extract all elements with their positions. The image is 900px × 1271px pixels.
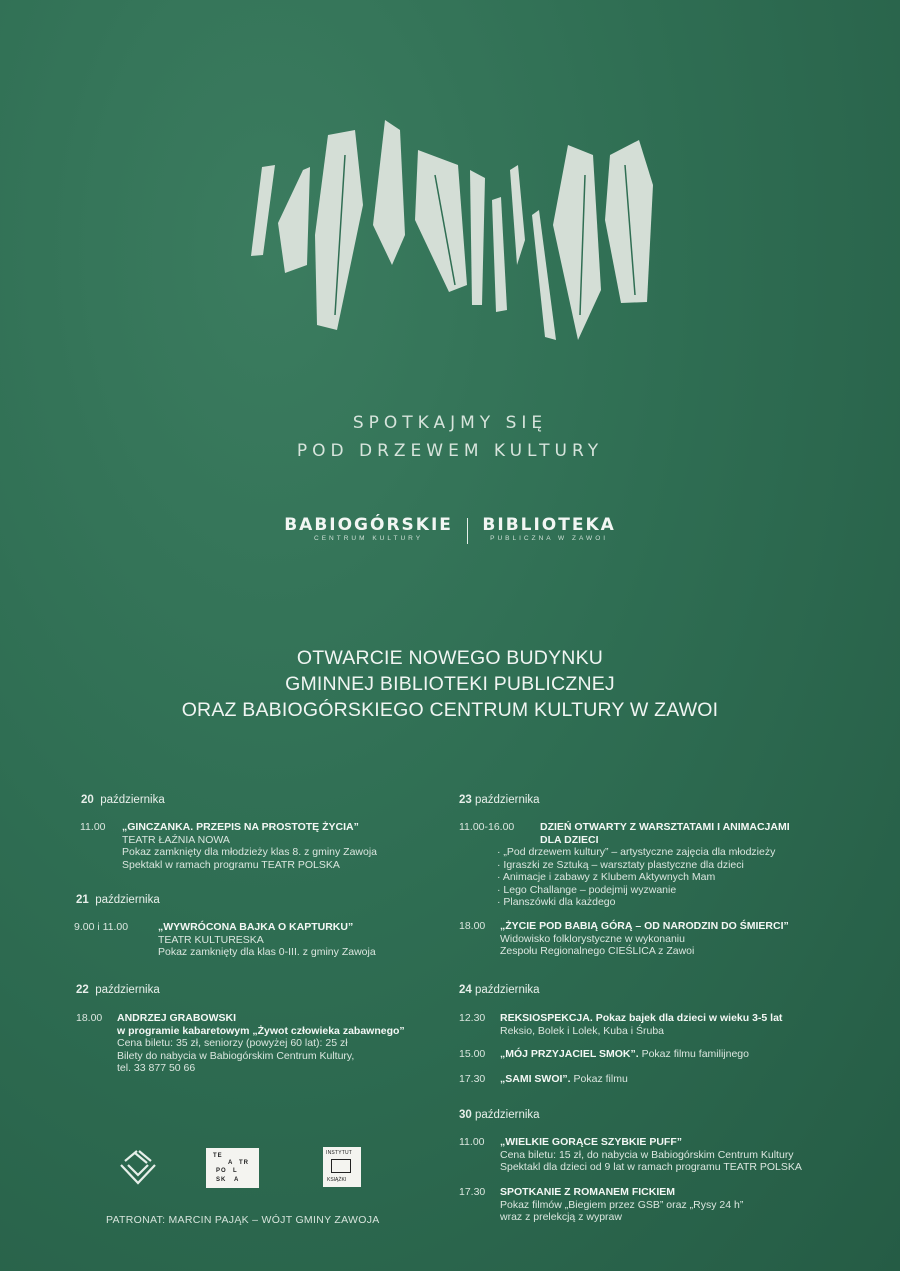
patron-note: PATRONAT: MARCIN PAJĄK – WÓJT GMINY ZAWOJA bbox=[106, 1214, 380, 1226]
event-title: „WYWRÓCONA BAJKA O KAPTURKU” bbox=[158, 921, 354, 933]
event-title: REKSIOSPEKCJA. Pokaz bajek dla dzieci w wieku 3-5 lat bbox=[500, 1012, 783, 1024]
biblioteka-logo-subtext: PUBLICZNA W ZAWOI bbox=[490, 535, 609, 542]
day-heading: 22 października bbox=[76, 984, 160, 996]
event-detail: Spektakl dla dzieci od 9 lat w ramach programu TEATR POLSKA bbox=[500, 1161, 802, 1174]
event-time: 9.00 i 11.00 bbox=[74, 921, 129, 933]
event-time: 11.00-16.00 bbox=[459, 821, 515, 833]
event-detail: · Igraszki ze Sztuką – warsztaty plastyczne dla dzieci bbox=[497, 858, 744, 871]
logo-separator bbox=[467, 518, 469, 544]
day-heading: 20 października bbox=[81, 794, 165, 806]
event-time: 18.00 bbox=[459, 920, 486, 932]
event-detail: Cena biletu: 35 zł, seniorzy (powyżej 60 lat): 25 zł bbox=[117, 1037, 348, 1050]
headline-line: ORAZ BABIOGÓRSKIEGO CENTRUM KULTURY W ZAWOI bbox=[181, 699, 719, 721]
event-time: 11.00 bbox=[80, 821, 106, 833]
event-title: „ŻYCIE POD BABIĄ GÓRĄ – OD NARODZIN DO ŚMIERCI” bbox=[500, 920, 789, 932]
day-heading: 30 października bbox=[459, 1109, 540, 1121]
day-heading: 21 października bbox=[76, 894, 160, 906]
tagline-line-1: SPOTKAJMY SIĘ bbox=[352, 413, 548, 433]
instytut-ksiazki-logo: INSTYTUT KSIĄŻKI bbox=[323, 1147, 361, 1187]
event-detail: Pokaz filmu bbox=[570, 1073, 628, 1085]
event-title: „MÓJ PRZYJACIEL SMOK”. bbox=[500, 1048, 639, 1060]
event-detail: Pokaz zamknięty dla młodzieży klas 8. z gminy Zawoja bbox=[122, 846, 378, 859]
event-detail: · Planszówki dla każdego bbox=[497, 896, 616, 909]
event-detail: Cena biletu: 15 zł, do nabycia w Babiogórskim Centrum Kultury bbox=[500, 1148, 794, 1161]
event-detail: · „Pod drzewem kultury” – artystyczne zajęcia dla młodzieży bbox=[497, 846, 776, 858]
event-detail: Spektakl w ramach programu TEATR POLSKA bbox=[122, 858, 340, 871]
event-detail: Zespołu Regionalnego CIEŚLICA z Zawoi bbox=[500, 945, 695, 958]
event-time: 12.30 bbox=[459, 1012, 486, 1024]
event-detail: · Animacje i zabawy z Klubem Aktywnych Mam bbox=[497, 871, 716, 884]
event-detail: · Lego Challange – podejmij wyzwanie bbox=[497, 883, 677, 896]
tagline-line-2: POD DRZEWEM KULTURY bbox=[296, 441, 604, 461]
event-detail: TEATR KULTURESKA bbox=[158, 933, 264, 946]
biblioteka-logo-text: BIBLIOTEKA bbox=[482, 515, 616, 535]
event-detail: Pokaz filmu familijnego bbox=[638, 1048, 749, 1060]
headline-line: OTWARCIE NOWEGO BUDYNKU bbox=[296, 647, 604, 669]
event-time: 15.00 bbox=[459, 1048, 486, 1060]
event-headline bbox=[0, 645, 900, 723]
event-detail: TEATR ŁAŹNIA NOWA bbox=[122, 833, 230, 846]
babiogorskie-logo bbox=[284, 516, 453, 542]
partner-logo-icon bbox=[117, 1147, 159, 1187]
event-time: 11.00 bbox=[459, 1136, 485, 1148]
event-title: „WIELKIE GORĄCE SZYBKIE PUFF” bbox=[500, 1136, 683, 1148]
event-title: DZIEŃ OTWARTY Z WARSZTATAMI I ANIMACJAMI bbox=[540, 821, 790, 833]
event-time: 17.30 bbox=[459, 1186, 486, 1198]
event-detail: Pokaz filmów „Biegiem przez GSB” oraz „Rysy 24 h” bbox=[500, 1198, 744, 1211]
babiogorskie-logo-subtext: CENTRUM KULTURY bbox=[314, 535, 424, 542]
tree-logo-graphic bbox=[245, 115, 665, 360]
event-title: „GINCZANKA. PRZEPIS NA PROSTOTĘ ŻYCIA” bbox=[122, 821, 359, 833]
event-detail: tel. 33 877 50 66 bbox=[117, 1062, 196, 1075]
event-subtitle: DLA DZIECI bbox=[540, 833, 599, 846]
event-detail: wraz z prelekcją z wypraw bbox=[500, 1211, 622, 1224]
day-heading: 24 października bbox=[459, 984, 540, 996]
event-detail: Reksio, Bolek i Lolek, Kuba i Śruba bbox=[500, 1024, 665, 1037]
babiogorskie-logo-text: BABIOGÓRSKIE bbox=[284, 515, 453, 535]
event-title: „SAMI SWOI”. bbox=[500, 1073, 571, 1085]
biblioteka-logo bbox=[482, 516, 615, 542]
event-title: SPOTKANIE Z ROMANEM FICKIEM bbox=[500, 1186, 675, 1198]
event-detail: Pokaz zamknięty dla klas 0-III. z gminy Zawoja bbox=[158, 946, 376, 959]
event-detail: Bilety do nabycia w Babiogórskim Centrum Kultury, bbox=[117, 1049, 355, 1062]
organizer-logos bbox=[0, 516, 900, 544]
event-title: ANDRZEJ GRABOWSKI bbox=[117, 1012, 237, 1024]
headline-line: GMINNEJ BIBLIOTEKI PUBLICZNEJ bbox=[285, 673, 615, 695]
event-detail: Widowisko folklorystyczne w wykonaniu bbox=[500, 932, 685, 945]
event-time: 17.30 bbox=[459, 1073, 486, 1085]
event-subtitle: w programie kabaretowym „Żywot człowieka zabawnego” bbox=[117, 1024, 405, 1037]
event-time: 18.00 bbox=[76, 1012, 103, 1024]
teatr-polska-logo: TE A TR PO L SK A bbox=[206, 1148, 259, 1188]
day-heading: 23 października bbox=[459, 794, 540, 806]
